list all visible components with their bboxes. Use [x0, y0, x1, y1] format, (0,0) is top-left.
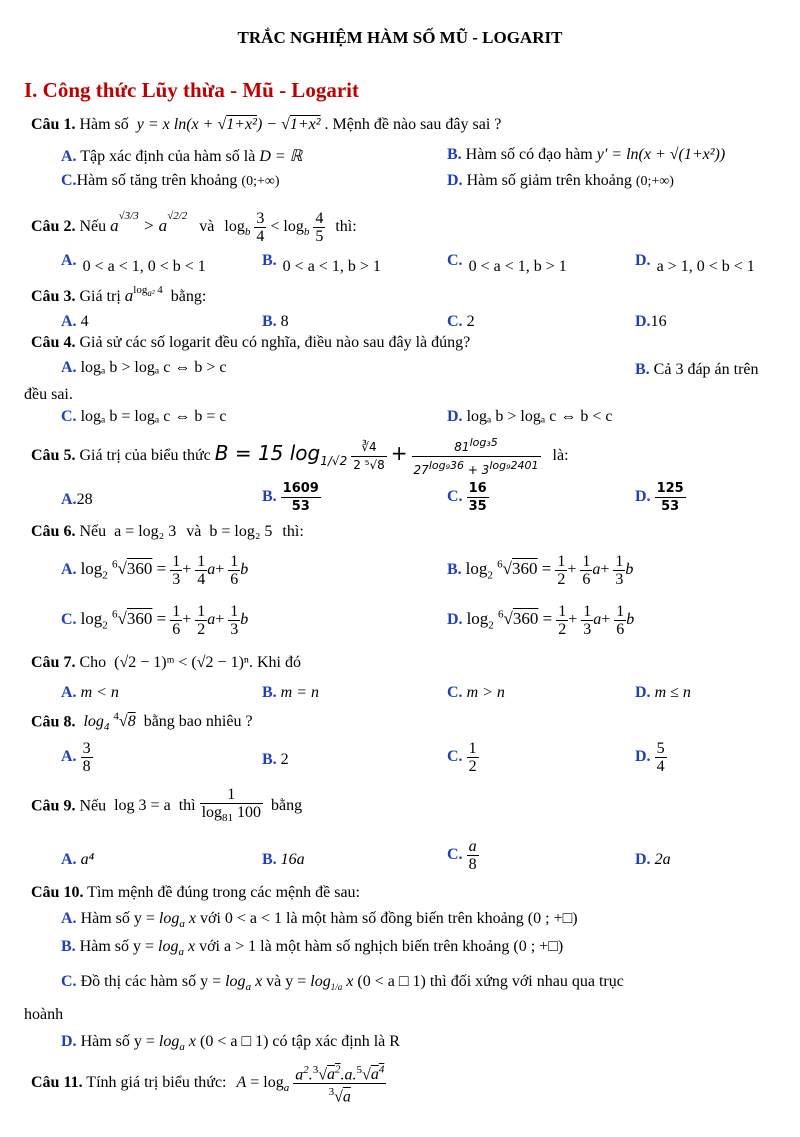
q7-option-c[interactable]: C. m > n: [447, 684, 505, 701]
q8-option-a[interactable]: A. $\frac{3}{8}$: [61, 740, 91, 775]
q5-option-c[interactable]: C. $\frac{16}{35}$: [447, 481, 487, 514]
q7-option-a[interactable]: A. m < n: [61, 684, 119, 701]
q5-option-d[interactable]: D. $\frac{125}{53}$: [635, 481, 684, 514]
q8-option-d[interactable]: D. $\frac{5}{4}$: [635, 740, 665, 775]
q2-option-d[interactable]: D. a > 1, 0 < b < 1: [635, 252, 755, 275]
question-2: Câu 2. Nếu $a^{√3/3} > a^{√2/2}$ và $\log_b$ $\frac{3}{4}$ < $\log_b$ $\frac{4}{5}$ thì:: [31, 209, 357, 245]
question-10: Câu 10. Tìm mệnh đề đúng trong các mệnh đề sau:: [31, 884, 360, 901]
q5-option-a[interactable]: A.28: [61, 491, 93, 508]
q7-option-b[interactable]: B. m = n: [262, 684, 320, 701]
q6-option-d[interactable]: D. $\log_2 ^6√360$ = $\frac{1}{2}$ + $\frac{1}{3}$ a+ $\frac{1}{6}$ b: [447, 603, 635, 638]
q9-option-a[interactable]: A. a⁴: [61, 851, 95, 868]
q6-option-a[interactable]: A. $\log_2 ^6√360$ = $\frac{1}{3}$ + $\frac{1}{4}$ a+ $\frac{1}{6}$ b: [61, 553, 249, 588]
question-1: Câu 1. Hàm số y = x ln(x + √1+x²) − √1+x² . Mệnh đề nào sau đây sai ?: [31, 116, 502, 133]
q10-option-c[interactable]: C. Đồ thị các hàm số $y = \log_a x$ và $y = \log_{1/a} x$ (0 < a □ 1) thì đối xứng với nhau qua trục: [61, 973, 624, 994]
q8-option-b[interactable]: B. 2: [262, 751, 289, 768]
q9-option-b[interactable]: B. 16a: [262, 851, 305, 868]
question-11: Câu 11. Tính giá trị biểu thức: $A = \log_a$ $\frac{a^2.^3√a^2.a.^5√a^4}{^3√a}$: [31, 1063, 385, 1106]
q4-option-b-continued: đều sai.: [24, 386, 73, 403]
question-8: Câu 8. $\log_4 ^4√8$ bằng bao nhiêu ?: [31, 711, 253, 734]
q4-option-a[interactable]: A. logₐ b > logₐ c ⇔ b > c: [61, 359, 227, 376]
section-heading: I. Công thức Lũy thừa - Mũ - Logarit: [24, 78, 359, 102]
q9-option-c[interactable]: C. $\frac{a}{8}$: [447, 838, 477, 873]
q6-option-c[interactable]: C. $\log_2 ^6√360$ = $\frac{1}{6}$ + $\frac{1}{2}$ a+ $\frac{1}{3}$ b: [61, 603, 249, 638]
q1-option-d[interactable]: D. Hàm số giảm trên khoảng (0;+∞): [447, 172, 674, 189]
q7-option-d[interactable]: D. m ≤ n: [635, 684, 691, 701]
q2-option-c[interactable]: C. 0 < a < 1, b > 1: [447, 252, 567, 275]
question-3: Câu 3. Giá trị $a^{log_{a^2} 4}$ bằng:: [31, 284, 207, 305]
q1-option-c[interactable]: C.Hàm số tăng trên khoảng (0;+∞): [61, 172, 280, 189]
q3-option-b[interactable]: B. 8: [262, 313, 289, 330]
q4-option-c[interactable]: C. logₐ b = logₐ c ⇔ b = c: [61, 408, 227, 425]
q3-option-c[interactable]: C. 2: [447, 313, 475, 330]
q9-option-d[interactable]: D. 2a: [635, 851, 671, 868]
q3-option-d[interactable]: D.16: [635, 313, 667, 330]
q1-option-b[interactable]: B. Hàm số có đạo hàm y' = ln(x + √(1+x²)): [447, 146, 726, 163]
q8-option-c[interactable]: C. $\frac{1}{2}$: [447, 740, 477, 775]
q10-option-b[interactable]: B. Hàm số $y = \log_a x$ với a > 1 là một hàm số nghịch biến trên khoảng (0 ; +□): [61, 938, 564, 959]
q10-option-a[interactable]: A. Hàm số $y = \log_a x$ với 0 < a < 1 là một hàm số đồng biến trên khoảng (0 ; +□): [61, 910, 578, 931]
page-title: TRẮC NGHIỆM HÀM SỐ MŨ - LOGARIT: [237, 28, 563, 47]
question-7: Câu 7. Cho (√2 − 1)ᵐ < (√2 − 1)ⁿ. Khi đó: [31, 654, 301, 671]
question-4: Câu 4. Giả sử các số logarit đều có nghĩa, điều nào sau đây là đúng?: [31, 334, 471, 351]
question-6: Câu 6. Nếu a = log₂ 3 và b = log₂ 5 thì:: [31, 523, 304, 540]
q1-option-a[interactable]: A. Tập xác định của hàm số là D = ℝ: [61, 148, 303, 165]
q2-option-a[interactable]: A. 0 < a < 1, 0 < b < 1: [61, 252, 206, 275]
q4-option-b[interactable]: B. Cả 3 đáp án trên: [635, 361, 759, 378]
q5-option-b[interactable]: B. $\frac{1609}{53}$: [262, 481, 319, 514]
question-5: Câu 5. Giá trị của biểu thức B = 15 $\log_{1/√2}$ $\frac{∛4}{\text{2 ⁵√8}}$ + $\frac{81^{log_35}}{27^{log_936} + 3^{log_92401}}$ là:: [31, 435, 569, 477]
q10-option-d[interactable]: D. Hàm số $y = \log_a x$ (0 < a □ 1) có tập xác định là R: [61, 1033, 400, 1054]
q3-option-a[interactable]: A. 4: [61, 313, 89, 330]
q10-option-c-continued: hoành: [24, 1006, 64, 1023]
question-9: Câu 9. Nếu log 3 = a thì $\frac{1}{\log_{81} 100}$ bằng: [31, 786, 303, 825]
q6-option-b[interactable]: B. $\log_2 ^6√360$ = $\frac{1}{2}$ + $\frac{1}{6}$ a+ $\frac{1}{3}$ b: [447, 553, 634, 588]
q4-option-d[interactable]: D. logₐ b > logₐ c ⇔ b < c: [447, 408, 613, 425]
q2-option-b[interactable]: B. 0 < a < 1, b > 1: [262, 252, 381, 275]
